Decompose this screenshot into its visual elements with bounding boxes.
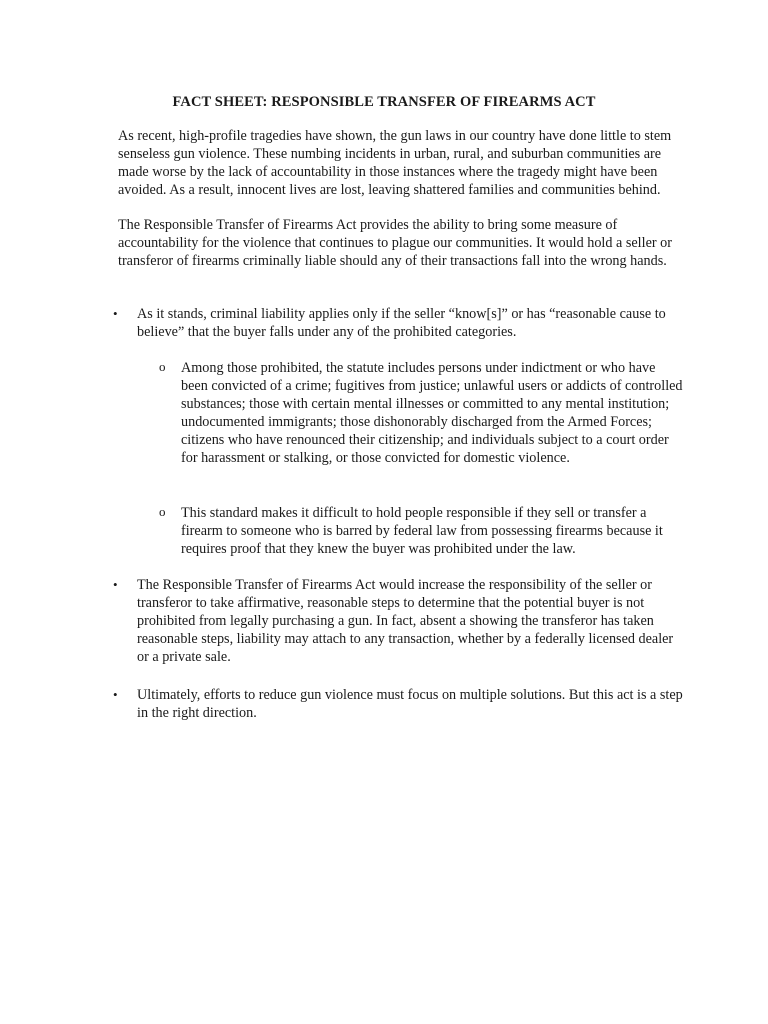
bullet-icon: •	[113, 687, 118, 702]
bullet-item-increase-responsibility	[113, 576, 684, 666]
bullet-item-multiple-solutions	[113, 686, 684, 722]
sub-bullet-text: Among those prohibited, the statute includes persons under indictment or who have been convicted of a crime; fugitives from justice; unlawful users or addicts of controlled substances; those with certain mental illnesses or committed to any mental institution; undocumented immigrants; those dishonorably discharged from the Armed Forces; citizens who have renounced their citizenship; and individuals subject to a court order for harassment or stalking, or those convicted for domestic violence.	[181, 360, 683, 466]
document-title: FACT SHEET: RESPONSIBLE TRANSFER OF FIREARMS ACT	[172, 94, 596, 110]
bullet-item-criminal-liability	[113, 305, 684, 341]
bullet-text: Ultimately, efforts to reduce gun violence must focus on multiple solutions. But this act is a step in the right direction.	[137, 687, 683, 721]
intro-paragraph: As recent, high-profile tragedies have shown, the gun laws in our country have done little to stem senseless gun violence. These numbing incidents in urban, rural, and suburban communities are made worse by the lack of accountability in those instances where the tragedy might have been avoided. As a result, innocent lives are lost, leaving shattered families and communities behind.	[118, 128, 672, 198]
bullet-text: The Responsible Transfer of Firearms Act would increase the responsibility of the seller or transferor to take affirmative, reasonable steps to determine that the potential buyer is not prohibited from legally purchasing a gun. In fact, absent a showing the transferor has taken reasonable steps, liability may attach to any transaction, whether by a federally licensed dealer or a private sale.	[137, 577, 674, 665]
sub-bullet-item-standard-difficulty	[159, 504, 684, 558]
sub-bullet-item-prohibited-persons	[159, 359, 684, 467]
sub-bullet-icon: o	[159, 359, 166, 374]
bullet-icon: •	[113, 306, 118, 321]
bullet-icon: •	[113, 577, 118, 592]
act-summary-paragraph: The Responsible Transfer of Firearms Act provides the ability to bring some measure of accountability for the violence that continues to plague our communities. It would hold a seller or transferor of firearms criminally liable should any of their transactions fall into the wrong hands.	[118, 217, 672, 269]
bullet-text: As it stands, criminal liability applies only if the seller “know[s]” or has “reasonable cause to believe” that the buyer falls under any of the prohibited categories.	[137, 306, 666, 340]
sub-bullet-text: This standard makes it difficult to hold people responsible if they sell or transfer a firearm to someone who is barred by federal law from possessing firearms because it requires proof that they knew the buyer was prohibited under the law.	[181, 505, 663, 557]
sub-bullet-icon: o	[159, 504, 166, 519]
